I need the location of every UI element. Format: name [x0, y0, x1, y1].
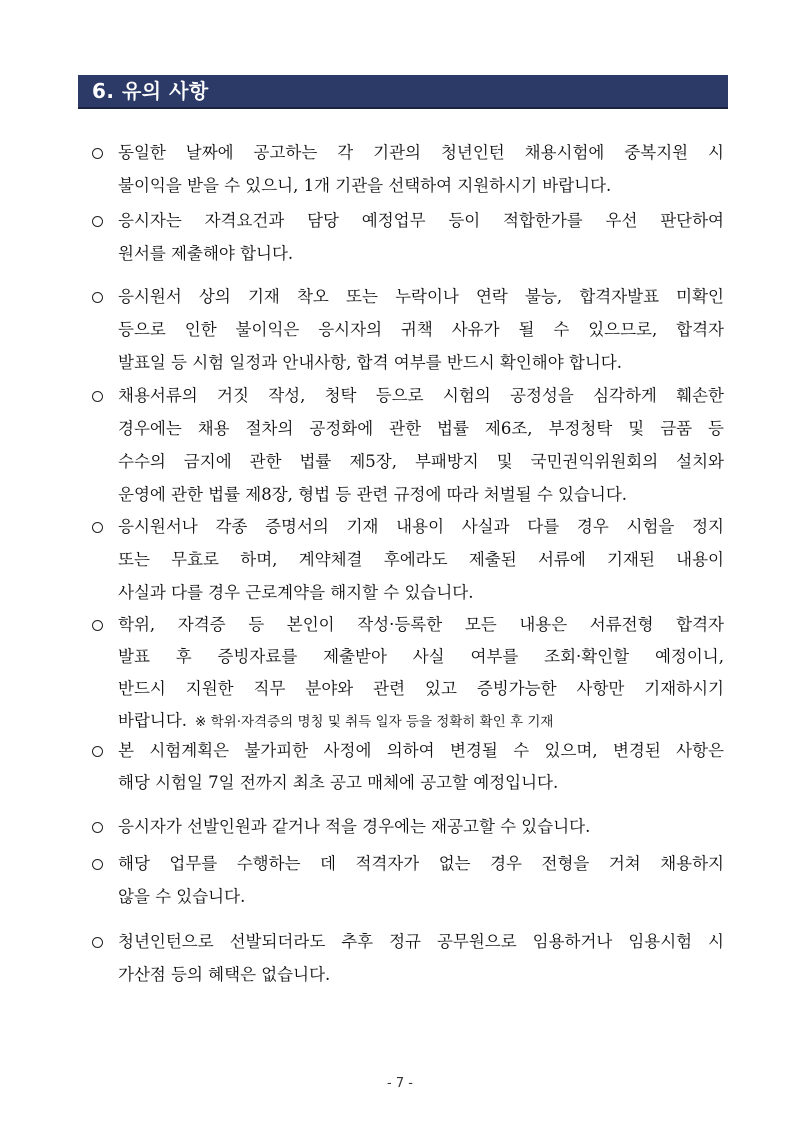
notice-line: 청년인턴으로 선발되더라도 추후 정규 공무원으로 임용하거나 임용시험 시 — [118, 932, 724, 951]
circle-bullet-icon — [92, 292, 103, 303]
notice-line: 동일한 날짜에 공고하는 각 기관의 청년인턴 채용시험에 중복지원 시 — [118, 143, 724, 162]
notice-line: 응시원서나 각종 증명서의 기재 내용이 사실과 다를 경우 시험을 정지 — [118, 517, 724, 536]
notice-line: 발표일 등 시험 일정과 안내사항, 합격 여부를 반드시 확인해야 합니다. — [118, 353, 622, 372]
notice-line: 않을 수 있습니다. — [118, 887, 246, 906]
notice-line: 수수의 금지에 관한 법률 제5장, 부패방지 및 국민권익위원회의 설치와 — [118, 452, 724, 471]
notice-line: 응시자가 선발인원과 같거나 적을 경우에는 재공고할 수 있습니다. — [118, 817, 591, 836]
notice-line: 가산점 등의 혜택은 없습니다. — [118, 965, 331, 984]
circle-bullet-icon — [92, 522, 103, 533]
circle-bullet-icon — [92, 391, 103, 402]
notice-line: 응시원서 상의 기재 착오 또는 누락이나 연락 불능, 합격자발표 미확인 — [118, 287, 724, 306]
notice-footnote: ※ 학위·자격증의 명칭 및 취득 일자 등을 정확히 확인 후 기재 — [195, 714, 554, 730]
notice-line: 불이익을 받을 수 있으니, 1개 기관을 선택하여 지원하시기 바랍니다. — [118, 176, 612, 195]
notice-line: 등으로 인한 불이익은 응시자의 귀책 사유가 될 수 있으므로, 합격자 — [118, 320, 724, 339]
notice-line: 본 시험계획은 불가피한 사정에 의하여 변경될 수 있으며, 변경된 사항은 — [118, 741, 724, 760]
circle-bullet-icon — [92, 216, 103, 227]
notice-line: 해당 시험일 7일 전까지 최초 공고 매체에 공고할 예정입니다. — [118, 773, 559, 792]
notice-line — [118, 710, 553, 733]
notice-line: 운영에 관한 법률 제8장, 형법 등 관련 규정에 따라 처벌될 수 있습니다. — [118, 485, 628, 504]
circle-bullet-icon — [92, 148, 103, 159]
circle-bullet-icon — [92, 746, 103, 757]
notice-line: 해당 업무를 수행하는 데 적격자가 없는 경우 전형을 거쳐 채용하지 — [118, 854, 724, 873]
circle-bullet-icon — [92, 822, 103, 833]
circle-bullet-icon — [92, 859, 103, 870]
notice-line: 응시자는 자격요건과 담당 예정업무 등이 적합한가를 우선 판단하여 — [118, 211, 724, 230]
circle-bullet-icon — [92, 620, 103, 631]
notice-line: 발표 후 증빙자료를 제출받아 사실 여부를 조회·확인할 예정이니, — [118, 647, 724, 666]
section-header — [78, 75, 728, 109]
page-number: - 7 - — [387, 1076, 413, 1091]
notice-line: 채용서류의 거짓 작성, 청탁 등으로 시험의 공정성을 심각하게 훼손한 — [118, 386, 724, 405]
notice-line-text: 바랍니다. — [118, 711, 188, 730]
notice-line: 또는 무효로 하며, 계약체결 후에라도 제출된 서류에 기재된 내용이 — [118, 550, 724, 569]
notice-line: 원서를 제출해야 합니다. — [118, 244, 294, 263]
section-title: 6. 유의 사항 — [92, 79, 209, 103]
notice-line: 반드시 지원한 직무 분야와 관련 있고 증빙가능한 사항만 기재하시기 — [118, 679, 724, 698]
circle-bullet-icon — [92, 937, 103, 948]
notice-line: 학위, 자격증 등 본인이 작성·등록한 모든 내용은 서류전형 합격자 — [118, 615, 724, 634]
notice-line: 사실과 다를 경우 근로계약을 해지할 수 있습니다. — [118, 583, 474, 602]
notice-line: 경우에는 채용 절차의 공정화에 관한 법률 제6조, 부정청탁 및 금품 등 — [118, 419, 724, 438]
